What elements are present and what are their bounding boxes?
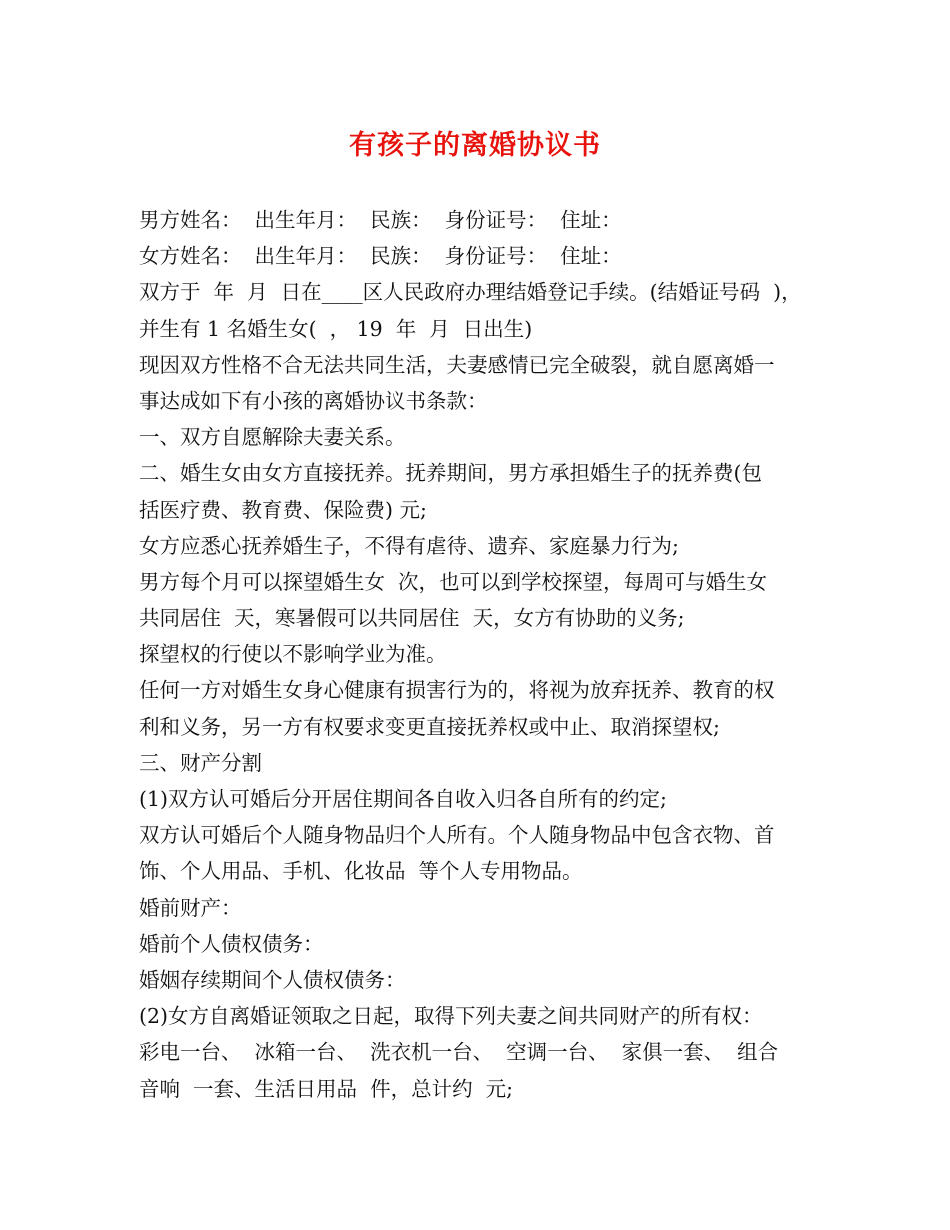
text-line-wife-info: 女方姓名： 出生年月： 民族： 身份证号： 住址： <box>139 244 622 269</box>
document-title: 有孩子的离婚协议书 <box>349 130 601 161</box>
text-line-visitation-cont: 共同居住 天，寒暑假可以共同居住 天，女方有协助的义务; <box>139 606 685 631</box>
text-line-care-duty: 女方应悉心抚养婚生子，不得有虐待、遗弃、家庭暴力行为; <box>139 533 679 558</box>
text-line-husband-info: 男方姓名： 出生年月： 民族： 身份证号： 住址： <box>139 208 622 232</box>
text-line-reason-cont: 事达成如下有小孩的离婚协议书条款： <box>139 388 488 413</box>
text-line-premarital-debts: 婚前个人债权债务： <box>139 931 324 956</box>
text-line-clause-2: 二、婚生女由女方直接抚养。抚养期间，男方承担婚生子的抚养费(包 <box>139 461 762 486</box>
text-line-property-2: (2)女方自离婚证领取之日起，取得下列夫妻之间共同财产的所有权： <box>139 1004 763 1029</box>
text-line-personal-items: 双方认可婚后个人随身物品归个人所有。个人随身物品中包含衣物、首 <box>139 823 775 848</box>
text-line-property-1: (1)双方认可婚后分开居住期间各自收入归各自所有的约定; <box>139 787 667 811</box>
text-line-reason: 现因双方性格不合无法共同生活，夫妻感情已完全破裂，就自愿离婚一 <box>139 352 775 377</box>
text-line-clause-2-cont: 括医疗费、教育费、保险费) 元; <box>139 497 427 522</box>
text-line-personal-items-cont: 饰、个人用品、手机、化妆品 等个人专用物品。 <box>139 859 583 884</box>
text-line-premarital-property: 婚前财产： <box>139 895 242 920</box>
text-line-visitation-rule: 探望权的行使以不影响学业为准。 <box>139 642 447 667</box>
text-line-marriage-registration: 双方于 年 月 日在____区人民政府办理结婚登记手续。(结婚证号码 )， <box>139 280 802 305</box>
text-line-clause-1: 一、双方自愿解除夫妻关系。 <box>139 425 406 450</box>
text-line-property-items: 彩电一台、 冰箱一台、 洗衣机一台、 空调一台、 家俱一套、 组合 <box>139 1040 779 1065</box>
document-body <box>139 202 819 1107</box>
text-line-marital-debts: 婚姻存续期间个人债权债务： <box>139 967 406 992</box>
text-line-property-items-cont: 音响 一套、生活日用品 件，总计约 元; <box>139 1076 514 1101</box>
text-line-visitation: 男方每个月可以探望婚生女 次，也可以到学校探望，每周可与婚生女 <box>139 569 768 594</box>
text-line-harm-clause: 任何一方对婚生女身心健康有损害行为的，将视为放弃抚养、教育的权 <box>139 678 775 703</box>
text-line-harm-clause-cont: 利和义务，另一方有权要求变更直接抚养权或中止、取消探望权; <box>139 714 720 739</box>
text-line-clause-3-heading: 三、财产分割 <box>139 750 262 775</box>
text-line-child-birth: 并生有 1 名婚生女( ， 19 年 月 日出生) <box>139 316 533 341</box>
